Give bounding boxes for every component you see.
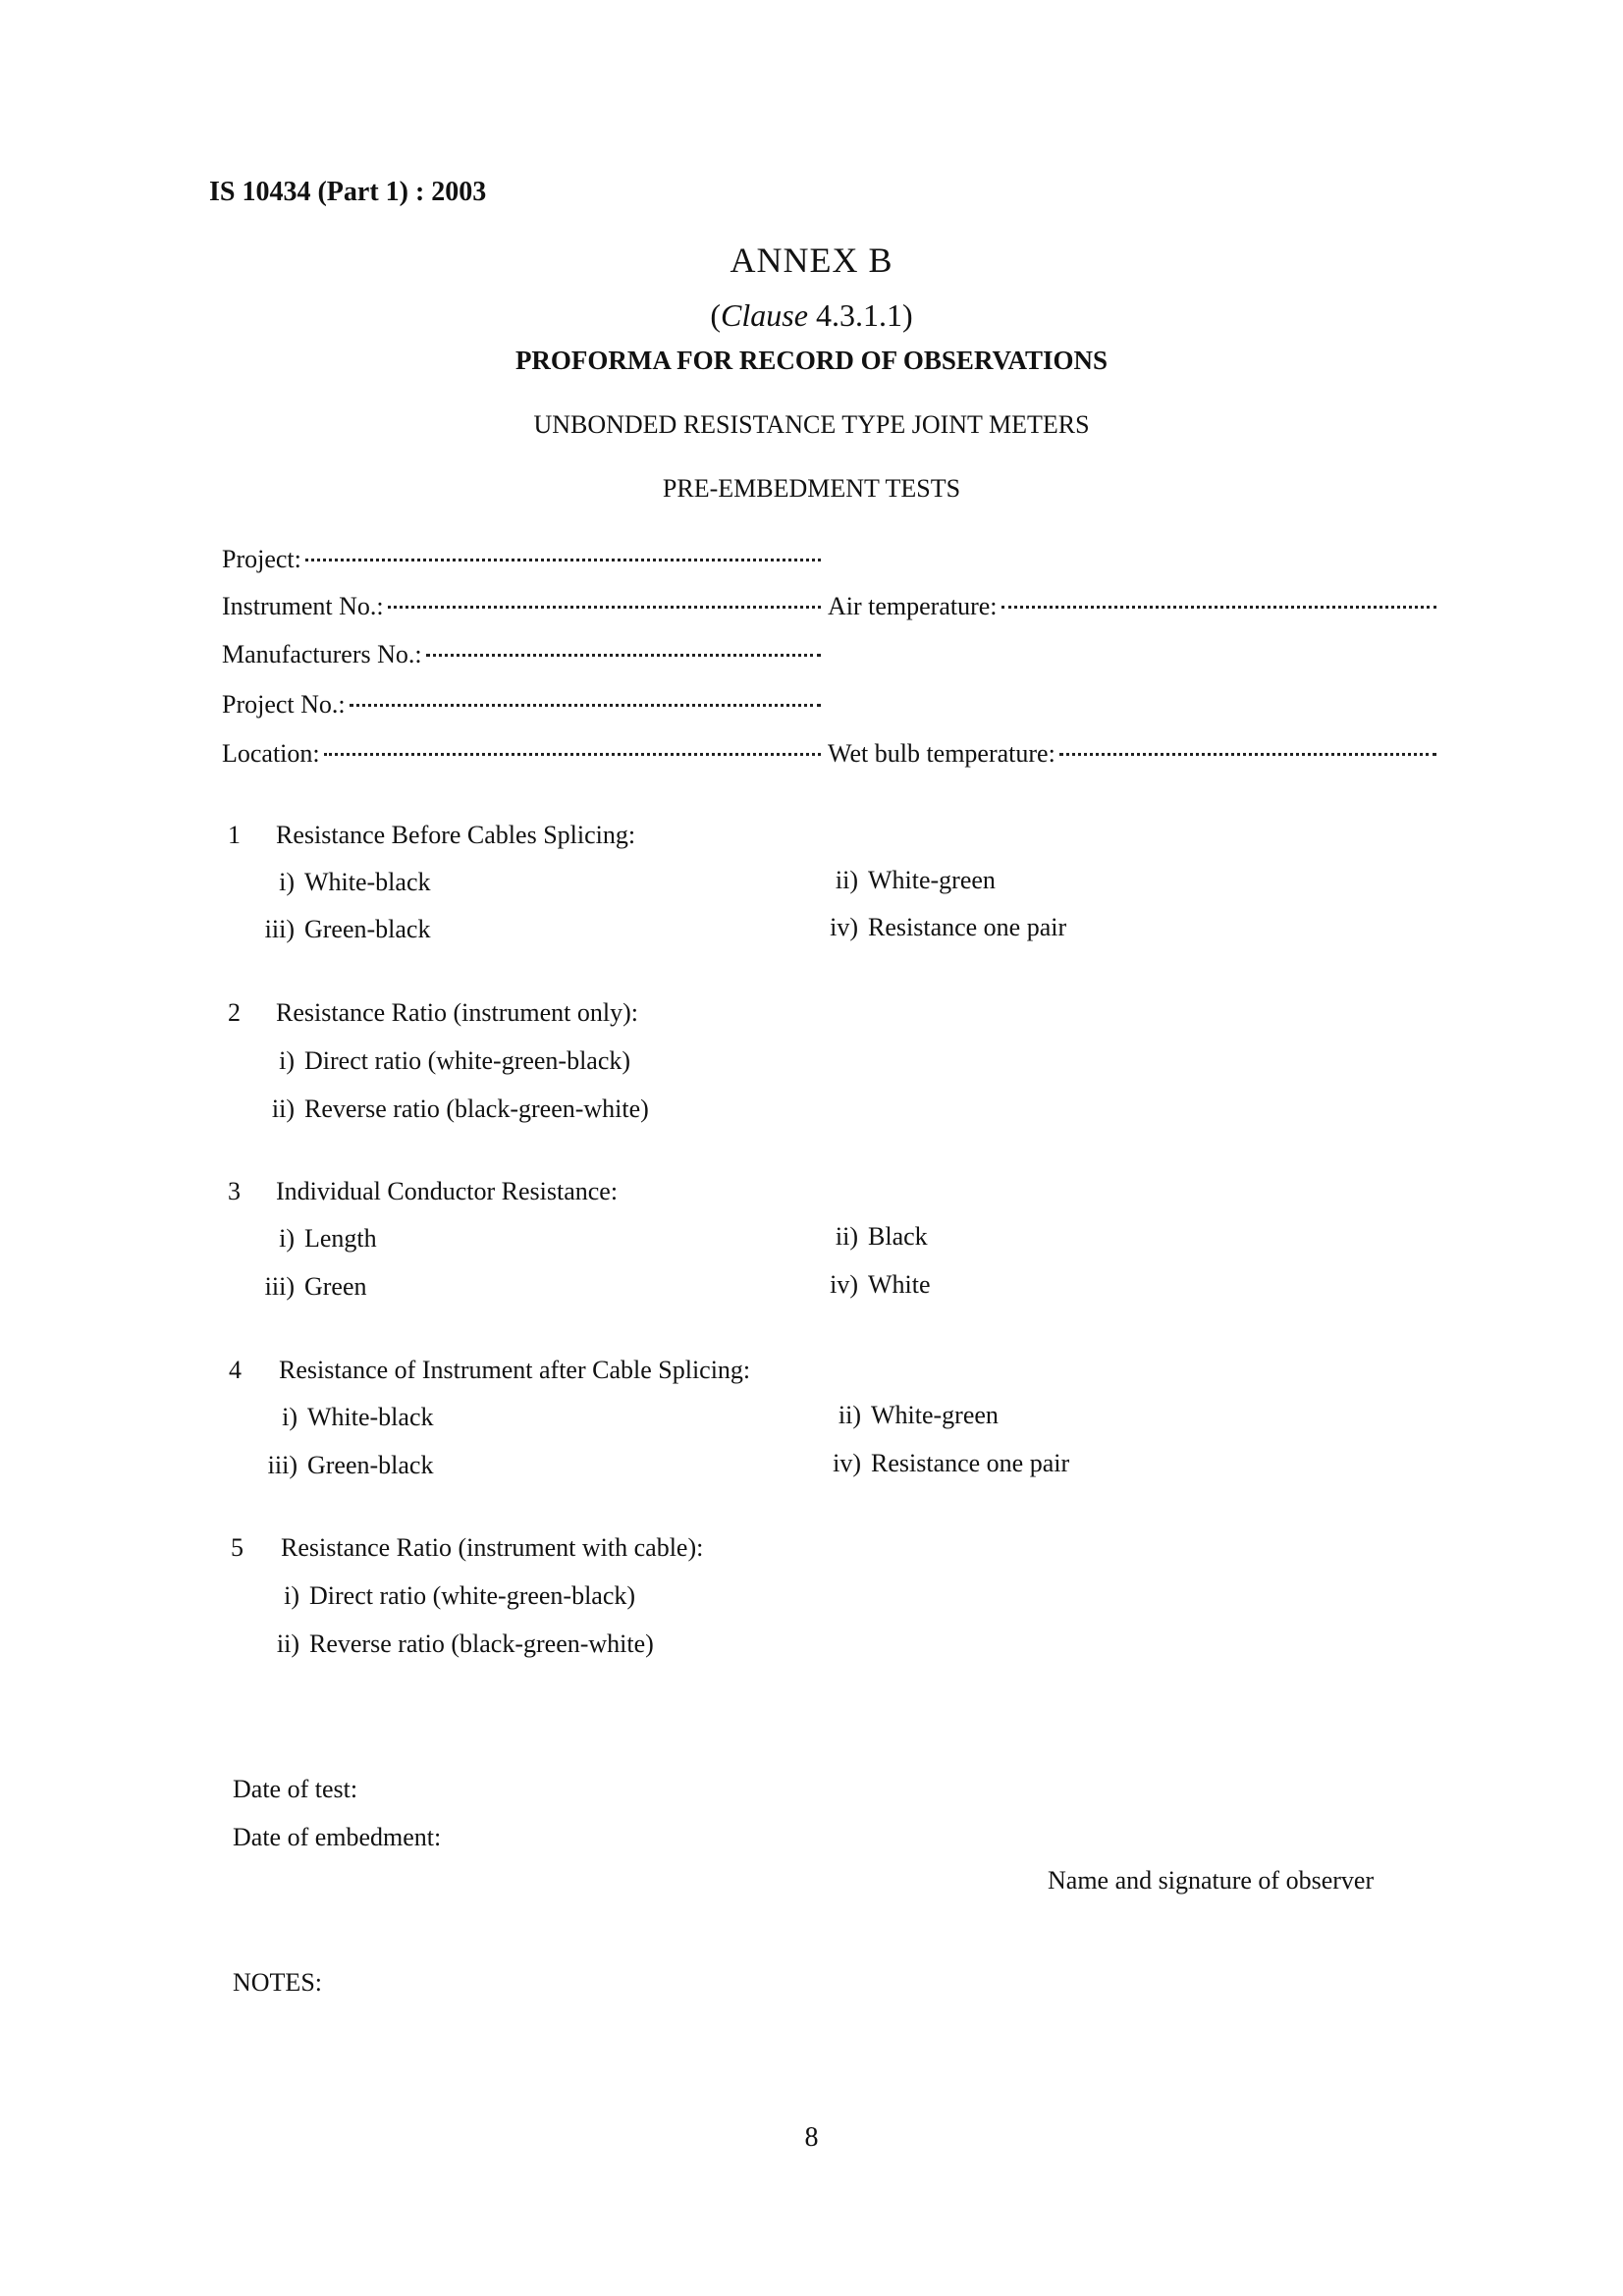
annex-title: ANNEX B — [730, 240, 893, 280]
project-label: Project: — [222, 545, 301, 573]
observer-signature-label: Name and signature of observer — [1048, 1866, 1375, 1895]
clause-reference: (Clause 4.3.1.1) — [710, 297, 913, 333]
list-item — [251, 1046, 630, 1076]
section-number: 5 — [231, 1533, 243, 1562]
item-roman: i) — [279, 1224, 295, 1253]
form-subtitle: UNBONDED RESISTANCE TYPE JOINT METERS — [533, 410, 1090, 439]
list-item — [815, 866, 996, 895]
manufacturers-no-label: Manufacturers No.: — [222, 640, 422, 668]
project-no-label: Project No.: — [222, 690, 346, 719]
item-roman: iii) — [267, 1451, 298, 1479]
list-item — [256, 1581, 635, 1611]
section-title: Resistance Ratio (instrument with cable): — [281, 1533, 704, 1562]
item-label: Black — [868, 1222, 928, 1251]
item-roman: iv) — [830, 1270, 858, 1299]
project-no-line — [350, 704, 821, 707]
clause-number: 4.3.1.1 — [815, 297, 902, 333]
item-roman: ii) — [835, 866, 858, 894]
list-item — [251, 1272, 367, 1302]
section-title: Individual Conductor Resistance: — [276, 1177, 619, 1205]
section-title: Resistance of Instrument after Cable Splicing: — [279, 1356, 751, 1384]
item-roman: i) — [279, 868, 295, 896]
item-roman: ii) — [276, 1629, 299, 1658]
item-label: Reverse ratio (black-green-white) — [304, 1095, 649, 1123]
item-roman: i) — [282, 1403, 298, 1431]
project-line — [305, 559, 821, 561]
wet-bulb-temperature-line — [1059, 753, 1436, 756]
instrument-no-label: Instrument No.: — [222, 592, 384, 620]
date-of-test-label: Date of test: — [233, 1775, 358, 1803]
item-label: Green — [304, 1272, 367, 1301]
instrument-no-line — [388, 606, 821, 609]
section-number: 2 — [228, 998, 241, 1027]
item-label: White — [868, 1270, 931, 1299]
section-number: 1 — [228, 821, 241, 849]
list-item — [254, 1403, 434, 1432]
list-item — [818, 1449, 1069, 1478]
item-label: White-black — [307, 1403, 434, 1431]
air-temperature-label: Air temperature: — [828, 592, 998, 620]
item-roman: iv) — [833, 1449, 861, 1477]
item-label: White-black — [304, 868, 431, 896]
item-label: Length — [304, 1224, 377, 1253]
list-item — [254, 1451, 433, 1480]
standard-code: IS 10434 (Part 1) : 2003 — [209, 177, 487, 207]
air-temperature-field[interactable] — [828, 592, 1436, 621]
item-roman: iv) — [830, 913, 858, 941]
manufacturers-no-line — [426, 654, 821, 657]
item-roman: ii) — [838, 1401, 861, 1429]
section-title: Resistance Ratio (instrument only): — [276, 998, 638, 1027]
section-number: 3 — [228, 1177, 241, 1205]
location-field[interactable] — [222, 739, 821, 769]
list-item — [251, 1095, 649, 1124]
list-item — [815, 1270, 931, 1300]
notes-label: NOTES: — [233, 1968, 322, 1997]
item-roman: iii) — [264, 1272, 295, 1301]
tests-title: PRE-EMBEDMENT TESTS — [662, 474, 961, 503]
item-label: Resistance one pair — [871, 1449, 1070, 1477]
clause-word: Clause — [721, 297, 808, 333]
item-label: White-green — [868, 866, 996, 894]
list-item — [251, 915, 430, 944]
manufacturers-no-field[interactable] — [222, 640, 821, 669]
date-of-embedment-label: Date of embedment: — [233, 1823, 442, 1851]
list-item — [818, 1401, 999, 1430]
list-item — [815, 1222, 928, 1252]
wet-bulb-temperature-label: Wet bulb temperature: — [828, 739, 1055, 768]
page-number: 8 — [804, 2122, 819, 2153]
wet-bulb-temperature-field[interactable] — [828, 739, 1436, 769]
list-item — [251, 868, 431, 897]
list-item — [815, 913, 1066, 942]
air-temperature-line — [1001, 606, 1436, 609]
item-label: White-green — [871, 1401, 999, 1429]
proforma-title: PROFORMA FOR RECORD OF OBSERVATIONS — [514, 346, 1109, 375]
list-item — [256, 1629, 654, 1659]
section-number: 4 — [229, 1356, 242, 1384]
item-label: Reverse ratio (black-green-white) — [309, 1629, 654, 1658]
list-item — [251, 1224, 377, 1254]
item-roman: ii) — [271, 1095, 295, 1123]
item-label: Green-black — [307, 1451, 434, 1479]
location-line — [324, 753, 821, 756]
item-label: Resistance one pair — [868, 913, 1067, 941]
item-label: Direct ratio (white-green-black) — [309, 1581, 636, 1610]
section-title: Resistance Before Cables Splicing: — [276, 821, 636, 849]
project-no-field[interactable] — [222, 690, 821, 720]
item-roman: i) — [284, 1581, 299, 1610]
item-roman: iii) — [264, 915, 295, 943]
instrument-no-field[interactable] — [222, 592, 821, 621]
location-label: Location: — [222, 739, 320, 768]
item-label: Direct ratio (white-green-black) — [304, 1046, 631, 1075]
project-field[interactable] — [222, 545, 821, 574]
item-roman: i) — [279, 1046, 295, 1075]
item-roman: ii) — [835, 1222, 858, 1251]
item-label: Green-black — [304, 915, 431, 943]
